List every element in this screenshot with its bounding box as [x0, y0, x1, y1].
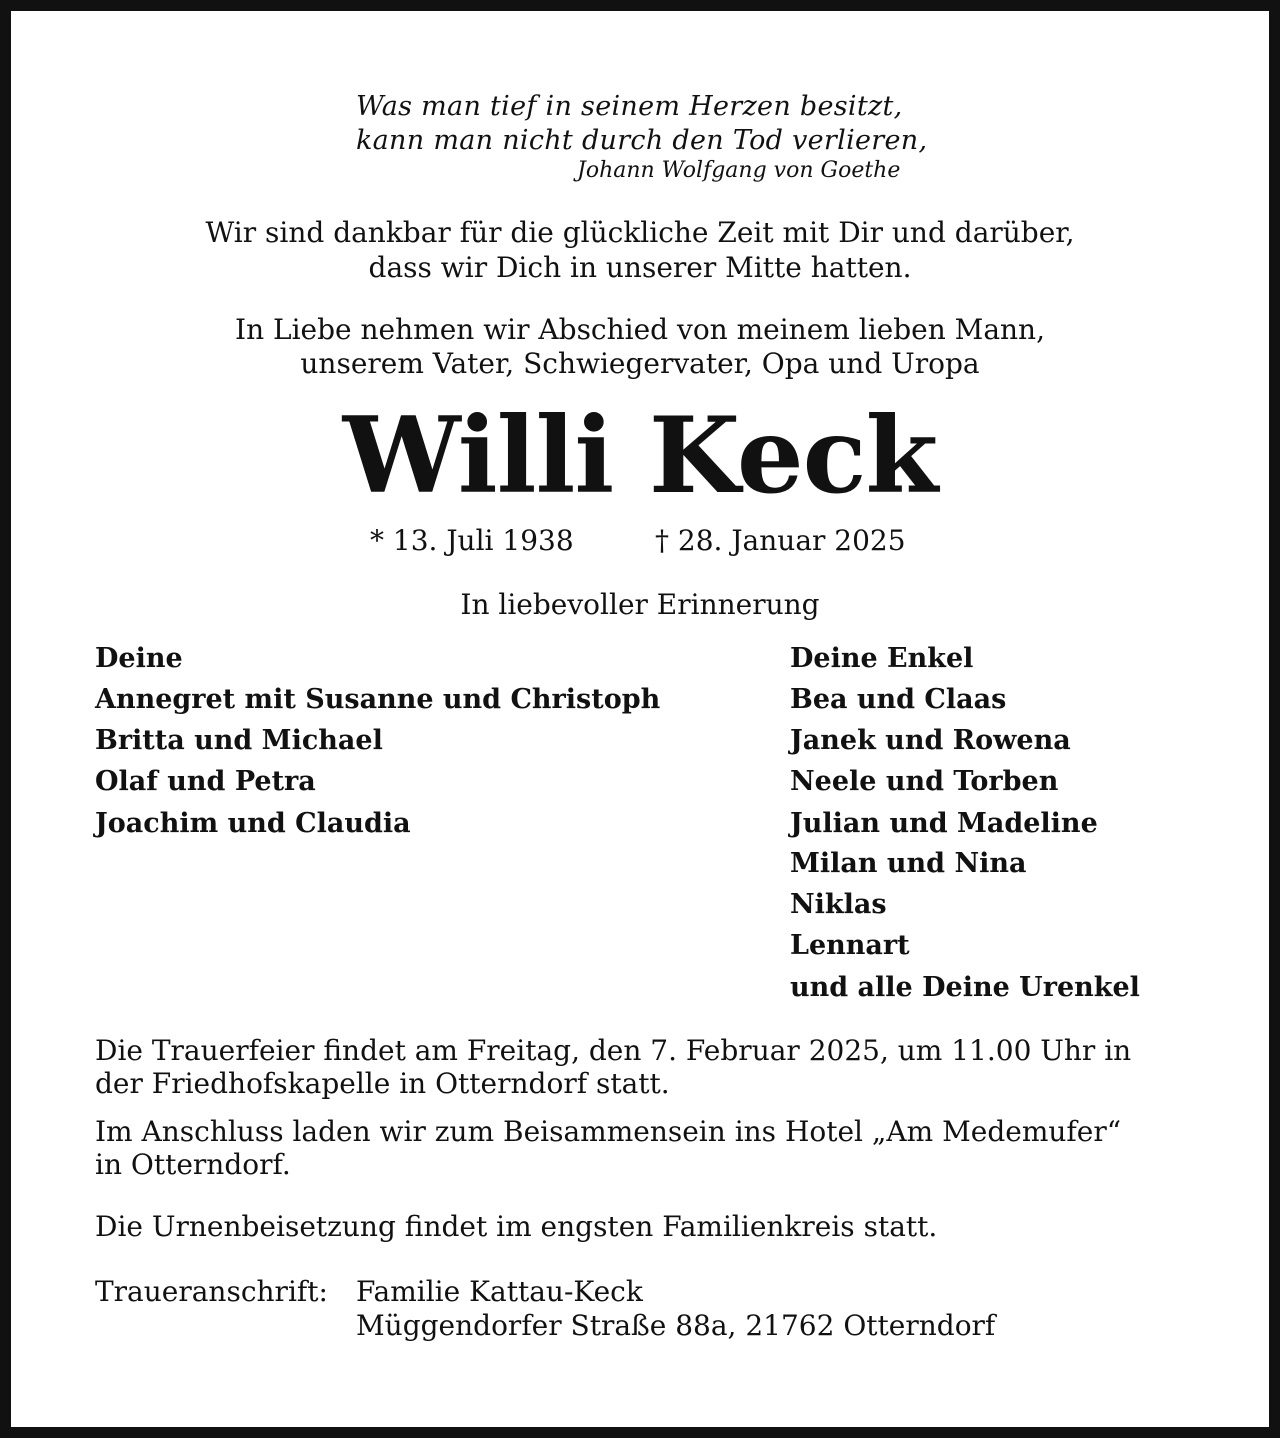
family-left-item: Deine: [95, 643, 183, 674]
quote-line-1: Was man tief in seinem Herzen besitzt,: [356, 91, 903, 122]
family-right-item: Lennart: [790, 930, 910, 961]
quote-line-2: kann man nicht durch den Tod verlieren,: [356, 125, 928, 156]
funeral-info-line-2: der Friedhofskapelle in Otterndorf statt.: [95, 1067, 670, 1100]
family-right-item: Niklas: [790, 889, 887, 920]
family-left-item: Joachim und Claudia: [95, 808, 411, 839]
family-right-item: Milan und Nina: [790, 848, 1027, 879]
farewell-line-1: In Liebe nehmen wir Abschied von meinem lieben Mann,: [235, 313, 1045, 346]
memory-line: In liebevoller Erinnerung: [460, 588, 820, 621]
address-line-1: Familie Kattau-Keck: [356, 1275, 643, 1308]
address-line-2: Müggendorfer Straße 88a, 21762 Otterndorf: [356, 1309, 996, 1342]
family-left-item: Annegret mit Susanne und Christoph: [95, 684, 661, 715]
birth-date: * 13. Juli 1938: [370, 524, 574, 557]
family-left-item: Britta und Michael: [95, 725, 383, 756]
family-right-item: Neele und Torben: [790, 766, 1059, 797]
farewell-line-2: unserem Vater, Schwiegervater, Opa und Uropa: [300, 347, 980, 380]
gathering-info-line-2: in Otterndorf.: [95, 1148, 291, 1181]
address-label: Traueranschrift:: [95, 1275, 328, 1308]
gratitude-line-2: dass wir Dich in unserer Mitte hatten.: [368, 251, 912, 284]
family-right-item: Deine Enkel: [790, 643, 974, 674]
family-right-item: Julian und Madeline: [790, 808, 1098, 839]
family-right-item: Bea und Claas: [790, 684, 1007, 715]
deceased-name: Willi Keck: [342, 393, 938, 517]
urn-burial-info: Die Urnenbeisetzung findet im engsten Familienkreis statt.: [95, 1210, 938, 1243]
quote-author: Johann Wolfgang von Goethe: [577, 158, 901, 183]
family-left-item: Olaf und Petra: [95, 766, 316, 797]
family-right-item: Janek und Rowena: [790, 725, 1071, 756]
death-date: † 28. Januar 2025: [655, 524, 906, 557]
family-right-item: und alle Deine Urenkel: [790, 972, 1140, 1003]
funeral-info-line-1: Die Trauerfeier findet am Freitag, den 7. Februar 2025, um 11.00 Uhr in: [95, 1034, 1132, 1067]
gathering-info-line-1: Im Anschluss laden wir zum Beisammensein ins Hotel „Am Medemufer“: [95, 1115, 1122, 1148]
gratitude-line-1: Wir sind dankbar für die glückliche Zeit mit Dir und darüber,: [205, 216, 1075, 249]
